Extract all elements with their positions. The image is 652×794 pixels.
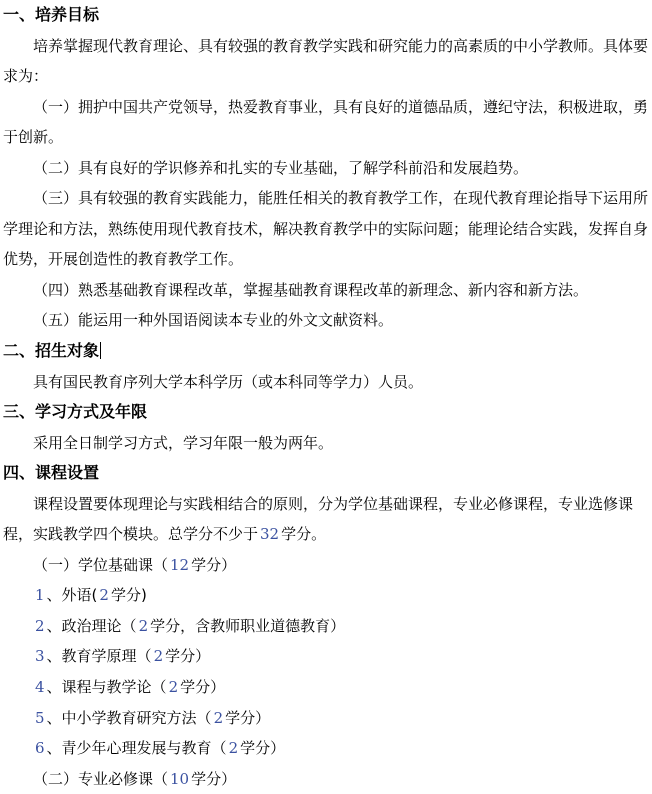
course-item-text: 5 、中小学教育研究方法（ 2 学分） bbox=[35, 708, 271, 727]
paragraph-module-major-required-courses[interactable] bbox=[3, 764, 648, 794]
paragraph-text: （一）学位基础课（ 12 学分） bbox=[33, 555, 237, 574]
paragraph-text: 具有国民教育序列大学本科学历（或本科同等学力）人员。 bbox=[33, 372, 424, 391]
course-item-curriculum-and-teaching-theory[interactable] bbox=[3, 672, 648, 703]
course-item-pedagogy-principles[interactable] bbox=[3, 641, 648, 672]
paragraph-text: （二）具有良好的学识修养和扎实的专业基础，了解学科前沿和发展趋势。 bbox=[33, 158, 529, 177]
heading-text: 四、课程设置 bbox=[3, 463, 100, 483]
text-cursor bbox=[100, 342, 101, 359]
course-item-text: 6 、青少年心理发展与教育（ 2 学分） bbox=[35, 739, 286, 758]
course-item-text: 3 、教育学原理（ 2 学分） bbox=[35, 647, 211, 666]
paragraph-text: （一）拥护中国共产党领导，热爱教育事业，具有良好的道德品质，遵纪守法，积极进取，勇于创新。 bbox=[3, 97, 649, 147]
heading-text: 三、学习方式及年限 bbox=[3, 402, 148, 422]
paragraph-text: （四）熟悉基础教育课程改革，掌握基础教育课程改革的新理念、新内容和新方法。 bbox=[33, 280, 589, 299]
course-item-political-theory[interactable] bbox=[3, 611, 648, 642]
section-heading-training-objectives[interactable] bbox=[3, 0, 648, 31]
paragraph-study-mode[interactable] bbox=[3, 428, 648, 459]
heading-text: 一、培养目标 bbox=[3, 5, 100, 24]
paragraph-training-overview[interactable] bbox=[3, 31, 648, 92]
section-heading-curriculum-setup[interactable] bbox=[3, 458, 648, 489]
paragraph-requirement-5[interactable] bbox=[3, 305, 648, 336]
course-item-text: 2 、政治理论（ 2 学分，含教师职业道德教育） bbox=[35, 616, 346, 635]
paragraph-text: 培养掌握现代教育理论、具有较强的教育教学实践和研究能力的高素质的中小学教师。具体要求为： bbox=[3, 36, 649, 86]
paragraph-enrollment-requirement[interactable] bbox=[3, 367, 648, 398]
course-item-adolescent-psychology[interactable] bbox=[3, 733, 648, 764]
paragraph-text: （五）能运用一种外国语阅读本专业的外文文献资料。 bbox=[33, 311, 394, 330]
section-heading-enrollment-targets[interactable] bbox=[3, 336, 648, 367]
paragraph-requirement-3[interactable] bbox=[3, 183, 648, 275]
paragraph-requirement-1[interactable] bbox=[3, 92, 648, 153]
course-item-education-research-methods[interactable] bbox=[3, 703, 648, 734]
paragraph-curriculum-overview[interactable] bbox=[3, 489, 648, 550]
paragraph-text: 采用全日制学习方式，学习年限一般为两年。 bbox=[33, 433, 334, 452]
paragraph-text: （二）专业必修课（ 10 学分） bbox=[33, 769, 237, 788]
paragraph-requirement-4[interactable] bbox=[3, 275, 648, 306]
paragraph-text: （三）具有较强的教育实践能力，能胜任相关的教育教学工作，在现代教育理论指导下运用所学理论和方法，熟练使用现代教育技术，解决教育教学中的实际问题；能理论结合实践，发挥自身优势，开展创造性的教育教学工作。 bbox=[3, 189, 649, 269]
paragraph-requirement-2[interactable] bbox=[3, 153, 648, 184]
course-item-text: 1 、外语( 2 学分) bbox=[35, 586, 147, 605]
course-item-text: 4 、课程与教学论（ 2 学分） bbox=[35, 678, 226, 697]
paragraph-module-degree-basic-courses[interactable] bbox=[3, 550, 648, 581]
paragraph-text: 课程设置要体现理论与实践相结合的原则，分为学位基础课程，专业必修课程，专业选修课程，实践教学四个模块。总学分不少于 32 学分。 bbox=[3, 494, 634, 544]
course-item-foreign-language[interactable] bbox=[3, 580, 648, 611]
section-heading-study-mode-duration[interactable] bbox=[3, 397, 648, 428]
heading-text: 二、招生对象 bbox=[3, 341, 100, 361]
